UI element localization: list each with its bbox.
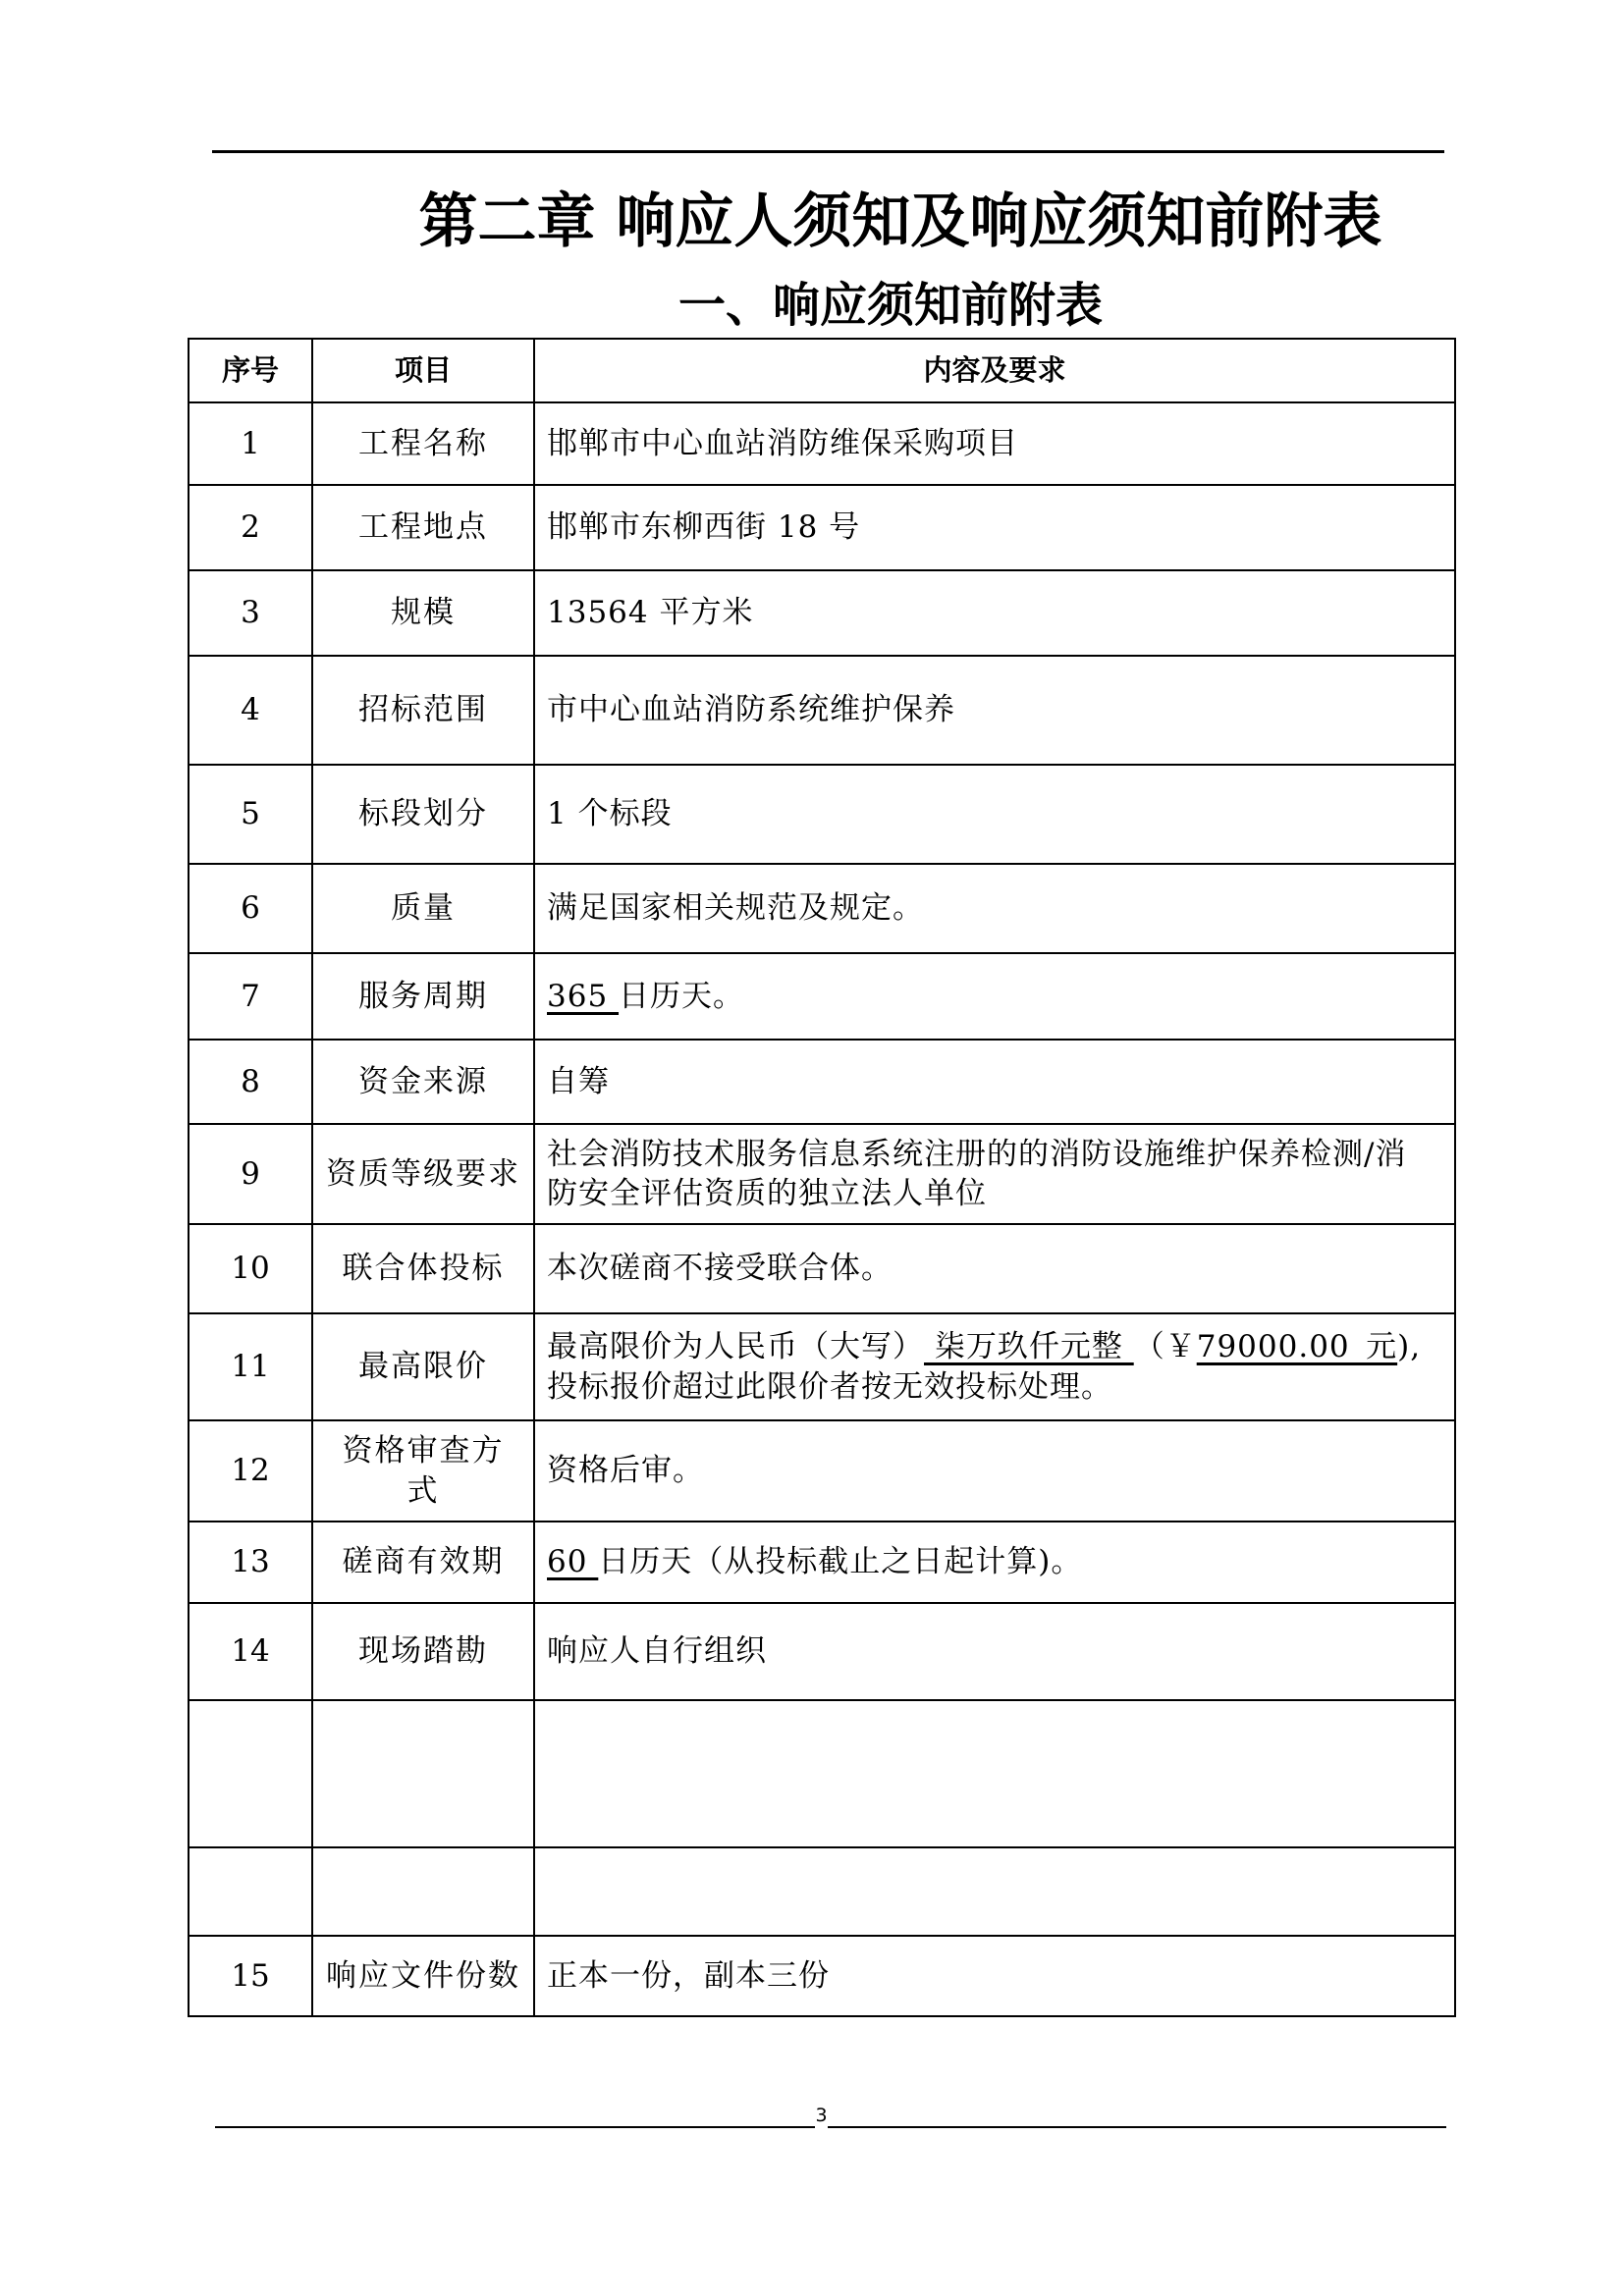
row-item (312, 1700, 534, 1847)
footer-rule-right (828, 2126, 1446, 2128)
table-row (189, 1603, 1455, 1700)
row-item: 资质等级要求 (312, 1124, 534, 1224)
header-no: 序号 (189, 339, 312, 402)
section-title: 一、响应须知前附表 (677, 278, 1103, 333)
row-no: 3 (189, 570, 312, 656)
table-row (189, 864, 1455, 953)
row-item (312, 1847, 534, 1936)
row-content (534, 1522, 1455, 1603)
qualification-line-1: 社会消防技术服务信息系统注册的的消防设施维护保养检测/消 (547, 1136, 1407, 1172)
review-item-line-2: 式 (406, 1472, 440, 1509)
header-content: 内容及要求 (534, 339, 1455, 402)
price-limit-suffix: ), (1397, 1329, 1422, 1365)
bid-notice-table (188, 338, 1456, 2017)
row-no: 8 (189, 1040, 312, 1124)
validity-days-blank: 60 (547, 1544, 599, 1580)
row-no: 7 (189, 953, 312, 1040)
table-row (189, 1124, 1455, 1224)
row-content: 市中心血站消防系统维护保养 (534, 656, 1455, 765)
row-content (534, 1124, 1455, 1224)
row-item: 响应文件份数 (312, 1936, 534, 2016)
page-number: 3 (815, 2105, 828, 2126)
row-item: 服务周期 (312, 953, 534, 1040)
chapter-title: 第二章 响应人须知及响应须知前附表 (418, 187, 1382, 256)
price-limit-line-2: 投标报价超过此限价者按无效投标处理。 (547, 1368, 1112, 1405)
row-item: 最高限价 (312, 1313, 534, 1420)
table-row (189, 1420, 1455, 1522)
price-limit-prefix: 最高限价为人民币（大写） (547, 1329, 924, 1365)
table-row (189, 1936, 1455, 2016)
row-no: 13 (189, 1522, 312, 1603)
header-item: 项目 (312, 339, 534, 402)
row-content (534, 1847, 1455, 1936)
table-row (189, 765, 1455, 864)
table-header-row (189, 339, 1455, 402)
price-limit-amount-cn: 柒万玖仟元整 (924, 1329, 1134, 1365)
table-row (189, 953, 1455, 1040)
row-item: 质量 (312, 864, 534, 953)
row-content (534, 1313, 1455, 1420)
price-limit-line-1 (547, 1327, 1442, 1366)
qualification-line-2: 防安全评估资质的独立法人单位 (547, 1176, 987, 1211)
row-item: 规模 (312, 570, 534, 656)
table-row (189, 1224, 1455, 1313)
row-no: 14 (189, 1603, 312, 1700)
row-no: 2 (189, 485, 312, 570)
row-no: 6 (189, 864, 312, 953)
row-content: 1 个标段 (534, 765, 1455, 864)
row-item: 工程地点 (312, 485, 534, 570)
table-row (189, 402, 1455, 485)
table-row (189, 570, 1455, 656)
table-row (189, 656, 1455, 765)
row-content: 邯郸市东柳西街 18 号 (534, 485, 1455, 570)
table-row (189, 1847, 1455, 1936)
row-content: 本次磋商不接受联合体。 (534, 1224, 1455, 1313)
table-row (189, 1313, 1455, 1420)
row-item: 现场踏勘 (312, 1603, 534, 1700)
row-no: 11 (189, 1313, 312, 1420)
page-footer (215, 2099, 1446, 2128)
price-limit-mid: （￥ (1133, 1329, 1197, 1365)
row-item: 招标范围 (312, 656, 534, 765)
table-row (189, 1040, 1455, 1124)
row-no: 4 (189, 656, 312, 765)
row-no: 10 (189, 1224, 312, 1313)
row-content (534, 1700, 1455, 1847)
row-item (312, 1420, 534, 1522)
row-content: 满足国家相关规范及规定。 (534, 864, 1455, 953)
table-row (189, 485, 1455, 570)
table-row (189, 1522, 1455, 1603)
row-no: 15 (189, 1936, 312, 2016)
row-item: 资金来源 (312, 1040, 534, 1124)
validity-days-text: 日历天（从投标截止之日起计算)。 (598, 1544, 1083, 1580)
row-no: 5 (189, 765, 312, 864)
row-no: 1 (189, 402, 312, 485)
row-content: 自筹 (534, 1040, 1455, 1124)
row-item: 标段划分 (312, 765, 534, 864)
row-content (534, 953, 1455, 1040)
row-item: 工程名称 (312, 402, 534, 485)
row-no: 12 (189, 1420, 312, 1522)
row-no (189, 1847, 312, 1936)
table-row (189, 1700, 1455, 1847)
service-days-text: 日历天。 (619, 978, 745, 1014)
row-no: 9 (189, 1124, 312, 1224)
footer-rule-left (215, 2126, 815, 2128)
row-item: 联合体投标 (312, 1224, 534, 1313)
row-item: 磋商有效期 (312, 1522, 534, 1603)
row-content: 正本一份，副本三份 (534, 1936, 1455, 2016)
row-content: 资格后审。 (534, 1420, 1455, 1522)
service-days-blank: 365 (547, 978, 620, 1014)
row-no (189, 1700, 312, 1847)
header-rule (212, 150, 1444, 153)
review-item-line-1: 资格审查方 (342, 1433, 505, 1469)
row-content: 响应人自行组织 (534, 1603, 1455, 1700)
row-content: 13564 平方米 (534, 570, 1455, 656)
row-content: 邯郸市中心血站消防维保采购项目 (534, 402, 1455, 485)
price-limit-amount-num: 79000.00_元 (1196, 1329, 1398, 1365)
